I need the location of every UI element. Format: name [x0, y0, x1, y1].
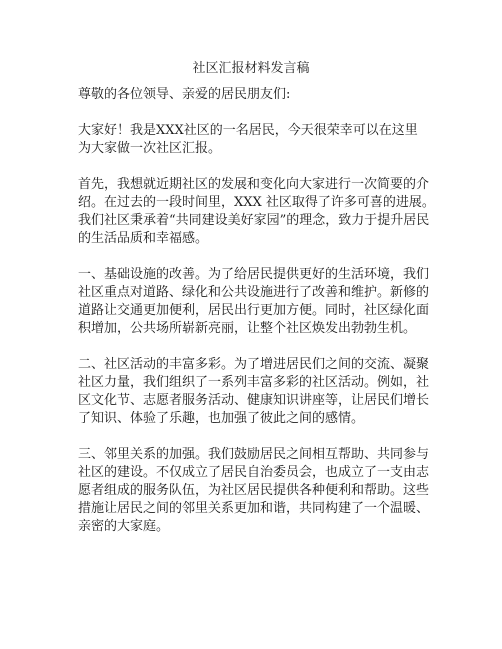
- paragraph-line: 道路让交通更加便利，居民出行更加方便。同时，社区绿化面: [78, 303, 430, 318]
- paragraph-line: 愿者组成的服务队伍，为社区居民提供各种便利和帮助。这些: [78, 483, 430, 498]
- paragraph-line: 积增加，公共场所崭新亮丽，让整个社区焕发出勃勃生机。: [78, 321, 417, 336]
- paragraph-line: 社区重点对道路、绿化和公共设施进行了改善和维护。新修的: [78, 285, 430, 300]
- paragraph-line: 我们社区秉承着“共同建设美好家园”的理念，致力于提升居民: [78, 213, 430, 228]
- paragraph-line: 亲密的大家庭。: [78, 519, 170, 534]
- paragraph-line: 一、基础设施的改善。为了给居民提供更好的生活环境，我们: [78, 267, 430, 282]
- paragraph-line: 社区的建设。不仅成立了居民自治委员会，也成立了一支由志: [78, 465, 430, 480]
- paragraph-line: 大家好！我是XXX社区的一名居民，今天很荣幸可以在这里: [78, 123, 418, 138]
- document-title: 社区汇报材料发言稿: [192, 61, 310, 76]
- paragraph-line: 三、邻里关系的加强。我们鼓励居民之间相互帮助、共同参与: [78, 447, 430, 462]
- paragraph-line: 了知识、体验了乐趣，也加强了彼此之间的感情。: [78, 411, 365, 426]
- paragraph-line: 为大家做一次社区汇报。: [78, 141, 222, 156]
- paragraph-line: 的生活品质和幸福感。: [78, 231, 209, 246]
- paragraph-line: 首先，我想就近期社区的发展和变化向大家进行一次简要的介: [78, 177, 430, 192]
- paragraph-line: 二、社区活动的丰富多彩。为了增进居民们之间的交流、凝聚: [78, 357, 430, 372]
- paragraph-line: 区文化节、志愿者服务活动、健康知识讲座等，让居民们增长: [78, 393, 430, 408]
- paragraph-line: 措施让居民之间的邻里关系更加和谐，共同构建了一个温暖、: [78, 501, 430, 516]
- paragraph-line: 绍。在过去的一段时间里，XXX 社区取得了许多可喜的进展。: [78, 195, 435, 210]
- paragraph-line: 社区力量，我们组织了一系列丰富多彩的社区活动。例如，社: [78, 375, 430, 390]
- salutation: 尊敬的各位领导、亲爱的居民朋友们:: [78, 87, 291, 102]
